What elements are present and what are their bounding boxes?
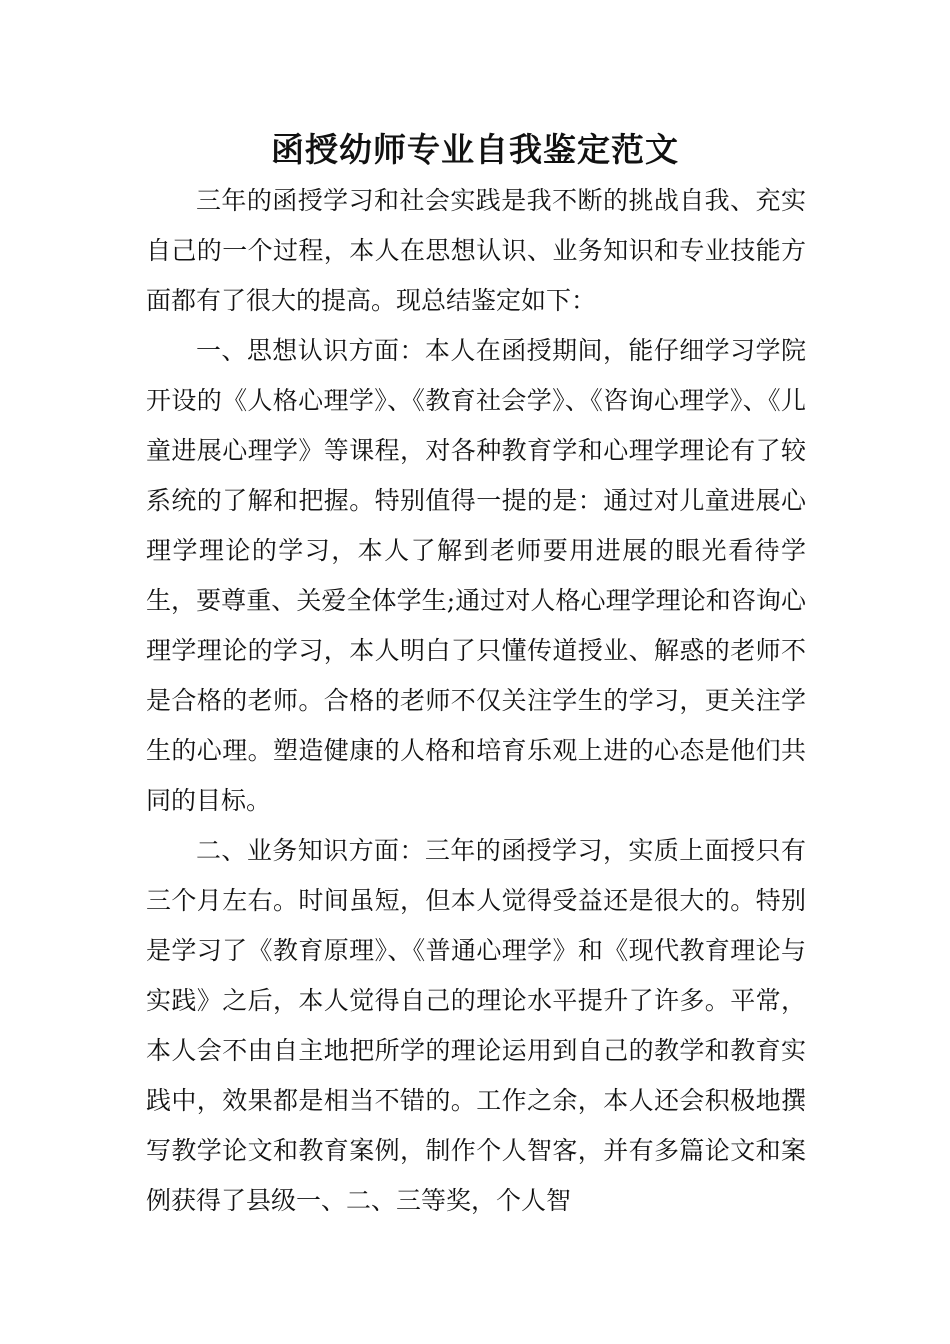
document-title: 函授幼师专业自我鉴定范文 (271, 130, 679, 169)
paragraph-intro: 三年的函授学习和社会实践是我不断的挑战自我、充实自己的一个过程，本人在思想认识、业务知识和专业技能方面都有了很大的提高。现总结鉴定如下： (146, 186, 806, 315)
document-body (146, 176, 806, 1226)
paragraph-professional-knowledge: 二、业务知识方面：三年的函授学习，实质上面授只有三个月左右。时间虽短，但本人觉得受益还是很大的。特别是学习了《教育原理》、《普通心理学》和《现代教育理论与实践》之后，本人觉得自己的理论水平提升了许多。平常，本人会不由自主地把所学的理论运用到自己的教学和教育实践中，效果都是相当不错的。工作之余，本人还会积极地撰写教学论文和教育案例，制作个人智客，并有多篇论文和案例获得了县级一、二、三等奖，个人智 (146, 836, 806, 1215)
paragraph-ideology: 一、思想认识方面：本人在函授期间，能仔细学习学院开设的《人格心理学》、《教育社会学》、《咨询心理学》、《儿童进展心理学》等课程，对各种教育学和心理学理论有了较系统的了解和把握。特别值得一提的是：通过对儿童进展心理学理论的学习，本人了解到老师要用进展的眼光看待学生，要尊重、关爱全体学生;通过对人格心理学理论和咨询心理学理论的学习，本人明白了只懂传道授业、解惑的老师不是合格的老师。合格的老师不仅关注学生的学习，更关注学生的心理。塑造健康的人格和培育乐观上进的心态是他们共同的目标。 (146, 336, 806, 815)
